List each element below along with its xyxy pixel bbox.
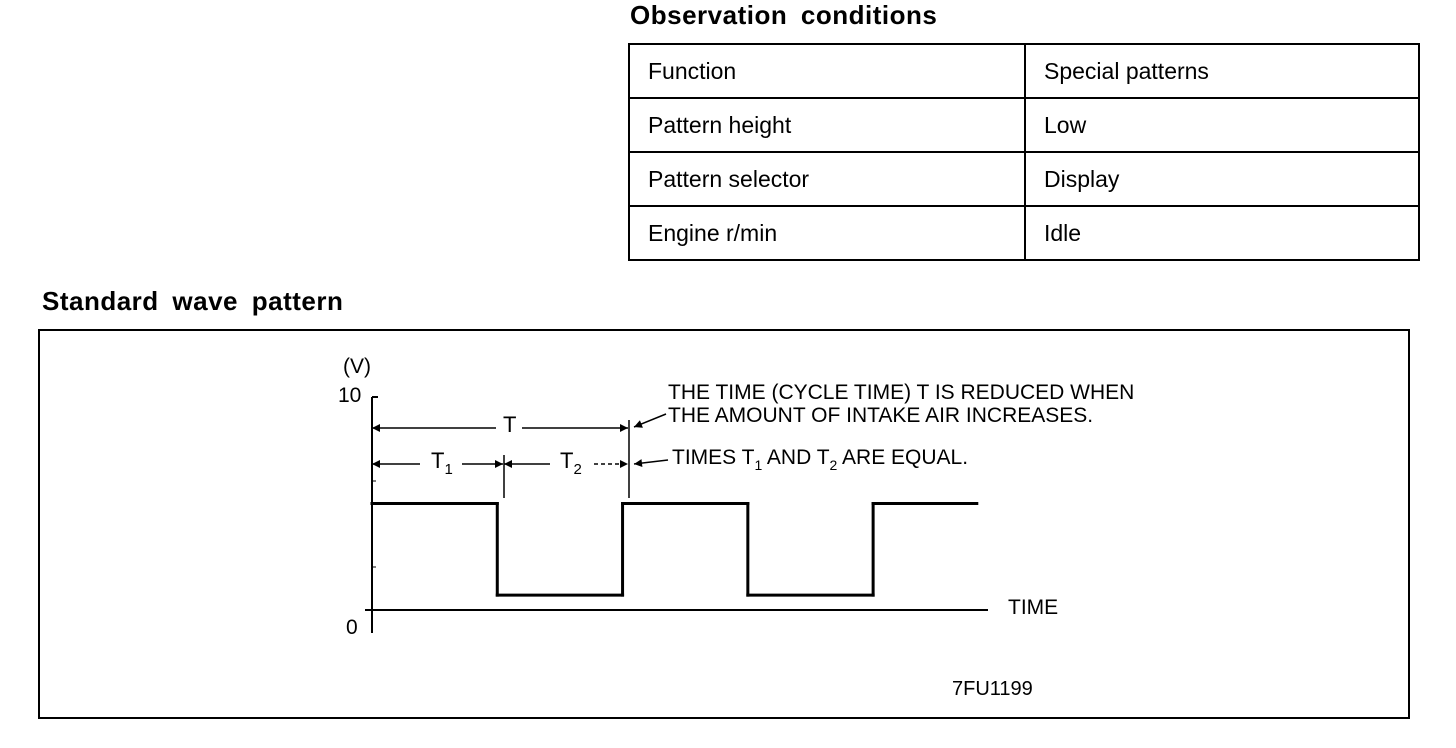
figure-code: 7FU1199 [952, 678, 1033, 700]
equal-times-note: TIMES $T_1$ AND $T_2$ ARE EQUAL. [672, 446, 969, 473]
y-axis-unit-label: (V) [343, 355, 371, 378]
row-value: Special patterns [1025, 44, 1419, 98]
row-label: Function [629, 44, 1025, 98]
dimension-t1-label: $T_1$ [431, 448, 453, 478]
waveform [372, 504, 977, 596]
standard-wave-pattern-title: Standard wave pattern [42, 286, 344, 316]
row-label: Pattern height [629, 98, 1025, 152]
dimension-t2-label: $T_2$ [560, 448, 582, 478]
observation-conditions-title: Observation conditions [630, 0, 938, 30]
y-tick-label-10: 10 [338, 384, 362, 407]
cycle-time-note-line1: THE TIME (CYCLE TIME) T IS REDUCED WHEN [668, 381, 1135, 404]
row-value: Display [1025, 152, 1419, 206]
row-label: Pattern selector [629, 152, 1025, 206]
dimension-t-label: T [503, 412, 517, 437]
row-label: Engine r/min [629, 206, 1025, 260]
cycle-time-leader-arrow [634, 414, 666, 427]
row-value: Idle [1025, 206, 1419, 260]
y-tick-label-0: 0 [346, 616, 358, 639]
row-value: Low [1025, 98, 1419, 152]
equal-times-leader-arrow [634, 460, 668, 464]
x-axis-label: TIME [1008, 596, 1059, 619]
cycle-time-note-line2: THE AMOUNT OF INTAKE AIR INCREASES. [668, 404, 1094, 427]
